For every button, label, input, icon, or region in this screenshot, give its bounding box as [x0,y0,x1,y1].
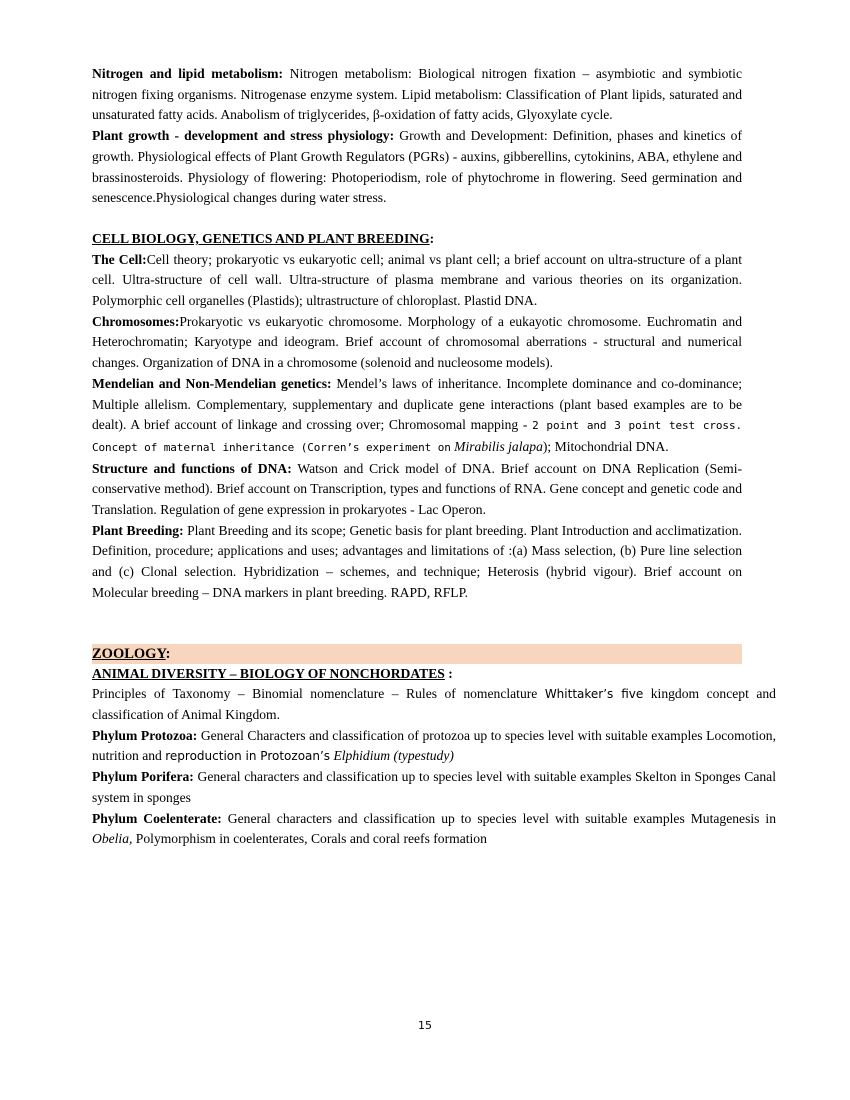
paragraph-text: Watson and Crick model of DNA. Brief account on DNA Replication (Semi- conservative method). Brief account on Transcription, types and functions of RNA. Gene concept and genetic code and Translation. Regulation of gene expression in prokaryotes - Lac Operon. [92,460,742,518]
paragraph-text: Principles of Taxonomy – Binomial nomenclature – Rules of nomenclature [92,686,545,702]
paragraph-text-sans: Whittaker’s five [544,687,644,702]
heading-colon: : [444,665,453,681]
paragraph-text: General characters and classification up to species level with suitable examples Mutagenesis in [221,810,776,826]
paragraph-protozoa [92,726,776,767]
species-name: Obelia, [92,831,133,847]
paragraph-text-mono: 2 point and 3 point test cross. Concept of maternal inheritance (Corren’s experiment on [92,419,742,454]
paragraph-plant-breeding [92,521,742,604]
zoology-heading-band [92,644,742,664]
paragraph-text-sans: reproduction in Protozoan’s [165,749,331,764]
section-heading: CELL BIOLOGY, GENETICS AND PLANT BREEDING [92,230,430,246]
paragraph-dna [92,459,742,521]
paragraph-title: Plant growth - development and stress physiology: [92,128,395,144]
paragraph-text: ); Mitochondrial DNA. [542,438,669,454]
paragraph-coelenterate [92,809,776,850]
paragraph-the-cell [92,250,742,312]
paragraph-title: Phylum Porifera: [92,769,194,785]
paragraph-text: Growth and Development: Definition, phases and kinetics of growth. Physiological effects of Plant Growth Regulators (PGRs) - auxins, gibberellins, cytokinins, ABA, ethylene and brassinosteroids. Physiology of flowering: Photoperiodism, role of phytochrome in flowering. Seed germination and senescence.Physiological changes during water stress. [92,128,743,206]
paragraph-title: Structure and functions of DNA: [92,460,292,476]
paragraph-text: General Characters and classification of protozoa up to species level with suitable examples Locomotion, nutrition and [92,727,776,764]
paragraph-text: Nitrogen metabolism: Biological nitrogen fixation – asymbiotic and symbiotic nitrogen fixing organisms. Nitrogenase enzyme system. Lipid metabolism: Classification of Plant lipids, saturated and unsaturated fatty acids. Anabolism of triglycerides, β-oxidation of fatty acids, Glyoxylate cycle. [92,66,742,123]
heading-animal-diversity [92,664,742,685]
paragraph-text: General characters and classification up to species level with suitable examples Skelton in Sponges Canal system in sponges [92,769,776,805]
paragraph-porifera [92,767,776,808]
paragraph-text: Prokaryotic vs eukaryotic chromosome. Morphology of a eukayotic chromosome. Euchromatin and Heterochromatin; Karyotype and ideogram. Brief account of chromosomal aberrations - structural and numerical changes. Organization of DNA in a chromosome (solenoid and nucleosome models). [92,313,742,371]
paragraph-text: Polymorphism in coelenterates, Corals and coral reefs formation [132,831,487,847]
paragraph-text: kingdom concept and classification of Animal Kingdom. [92,686,776,722]
paragraph-text: Mendel’s laws of inheritance. Incomplete dominance and co-dominance; Multiple allelism. Complementary, supplementary and duplicate gene interactions (plant based examples are to be dealt). A brief account of linkage and crossing over; Chromosomal mapping - [92,375,743,433]
paragraph-title: Nitrogen and lipid metabolism: [92,66,284,81]
paragraph-chromosomes [92,312,742,374]
document-body [92,64,776,850]
species-name: Elphidium (typestudy) [330,748,454,764]
paragraph-text: Plant Breeding and its scope; Genetic basis for plant breeding. Plant Introduction and acclimatization. Definition, procedure; applications and uses; advantages and limitations of :(a) Mass selection, (b) Pure line selection and (c) Clonal selection. Hybridization – schemes, and technique; Heterosis (hybrid vigour). Brief account on Molecular breeding – DNA markers in plant breeding. RAPD, RFLP. [92,522,742,600]
section-heading: ANIMAL DIVERSITY – BIOLOGY OF NONCHORDATES [92,665,445,681]
page-number: 15 [418,1019,432,1032]
section-heading: ZOOLOGY [92,645,166,662]
paragraph-title: The Cell: [92,251,147,267]
paragraph-taxonomy [92,684,776,725]
paragraph-title: Mendelian and Non-Mendelian genetics: [92,375,332,391]
species-name: Mirabilis jalapa [450,438,543,454]
paragraph-title: Phylum Coelenterate: [92,810,222,826]
paragraph-title: Chromosomes: [92,313,180,329]
heading-colon: : [429,230,435,246]
paragraph-title: Plant Breeding: [92,522,184,538]
paragraph-plant-growth [92,126,742,209]
paragraph-mendelian [92,374,742,459]
paragraph-text: Cell theory; prokaryotic vs eukaryotic cell; animal vs plant cell; a brief account on ultra-structure of a plant cell. Ultra-structure of cell wall. Ultra-structure of plasma membrane and various theories on its organization. Polymorphic cell organelles (Plastids); ultrastructure of chloroplast. Plastid DNA. [92,251,742,309]
paragraph-title: Phylum Protozoa: [92,727,198,743]
heading-cell-biology [92,229,742,250]
heading-colon: : [165,645,171,662]
paragraph-nitrogen-lipid [92,64,742,126]
